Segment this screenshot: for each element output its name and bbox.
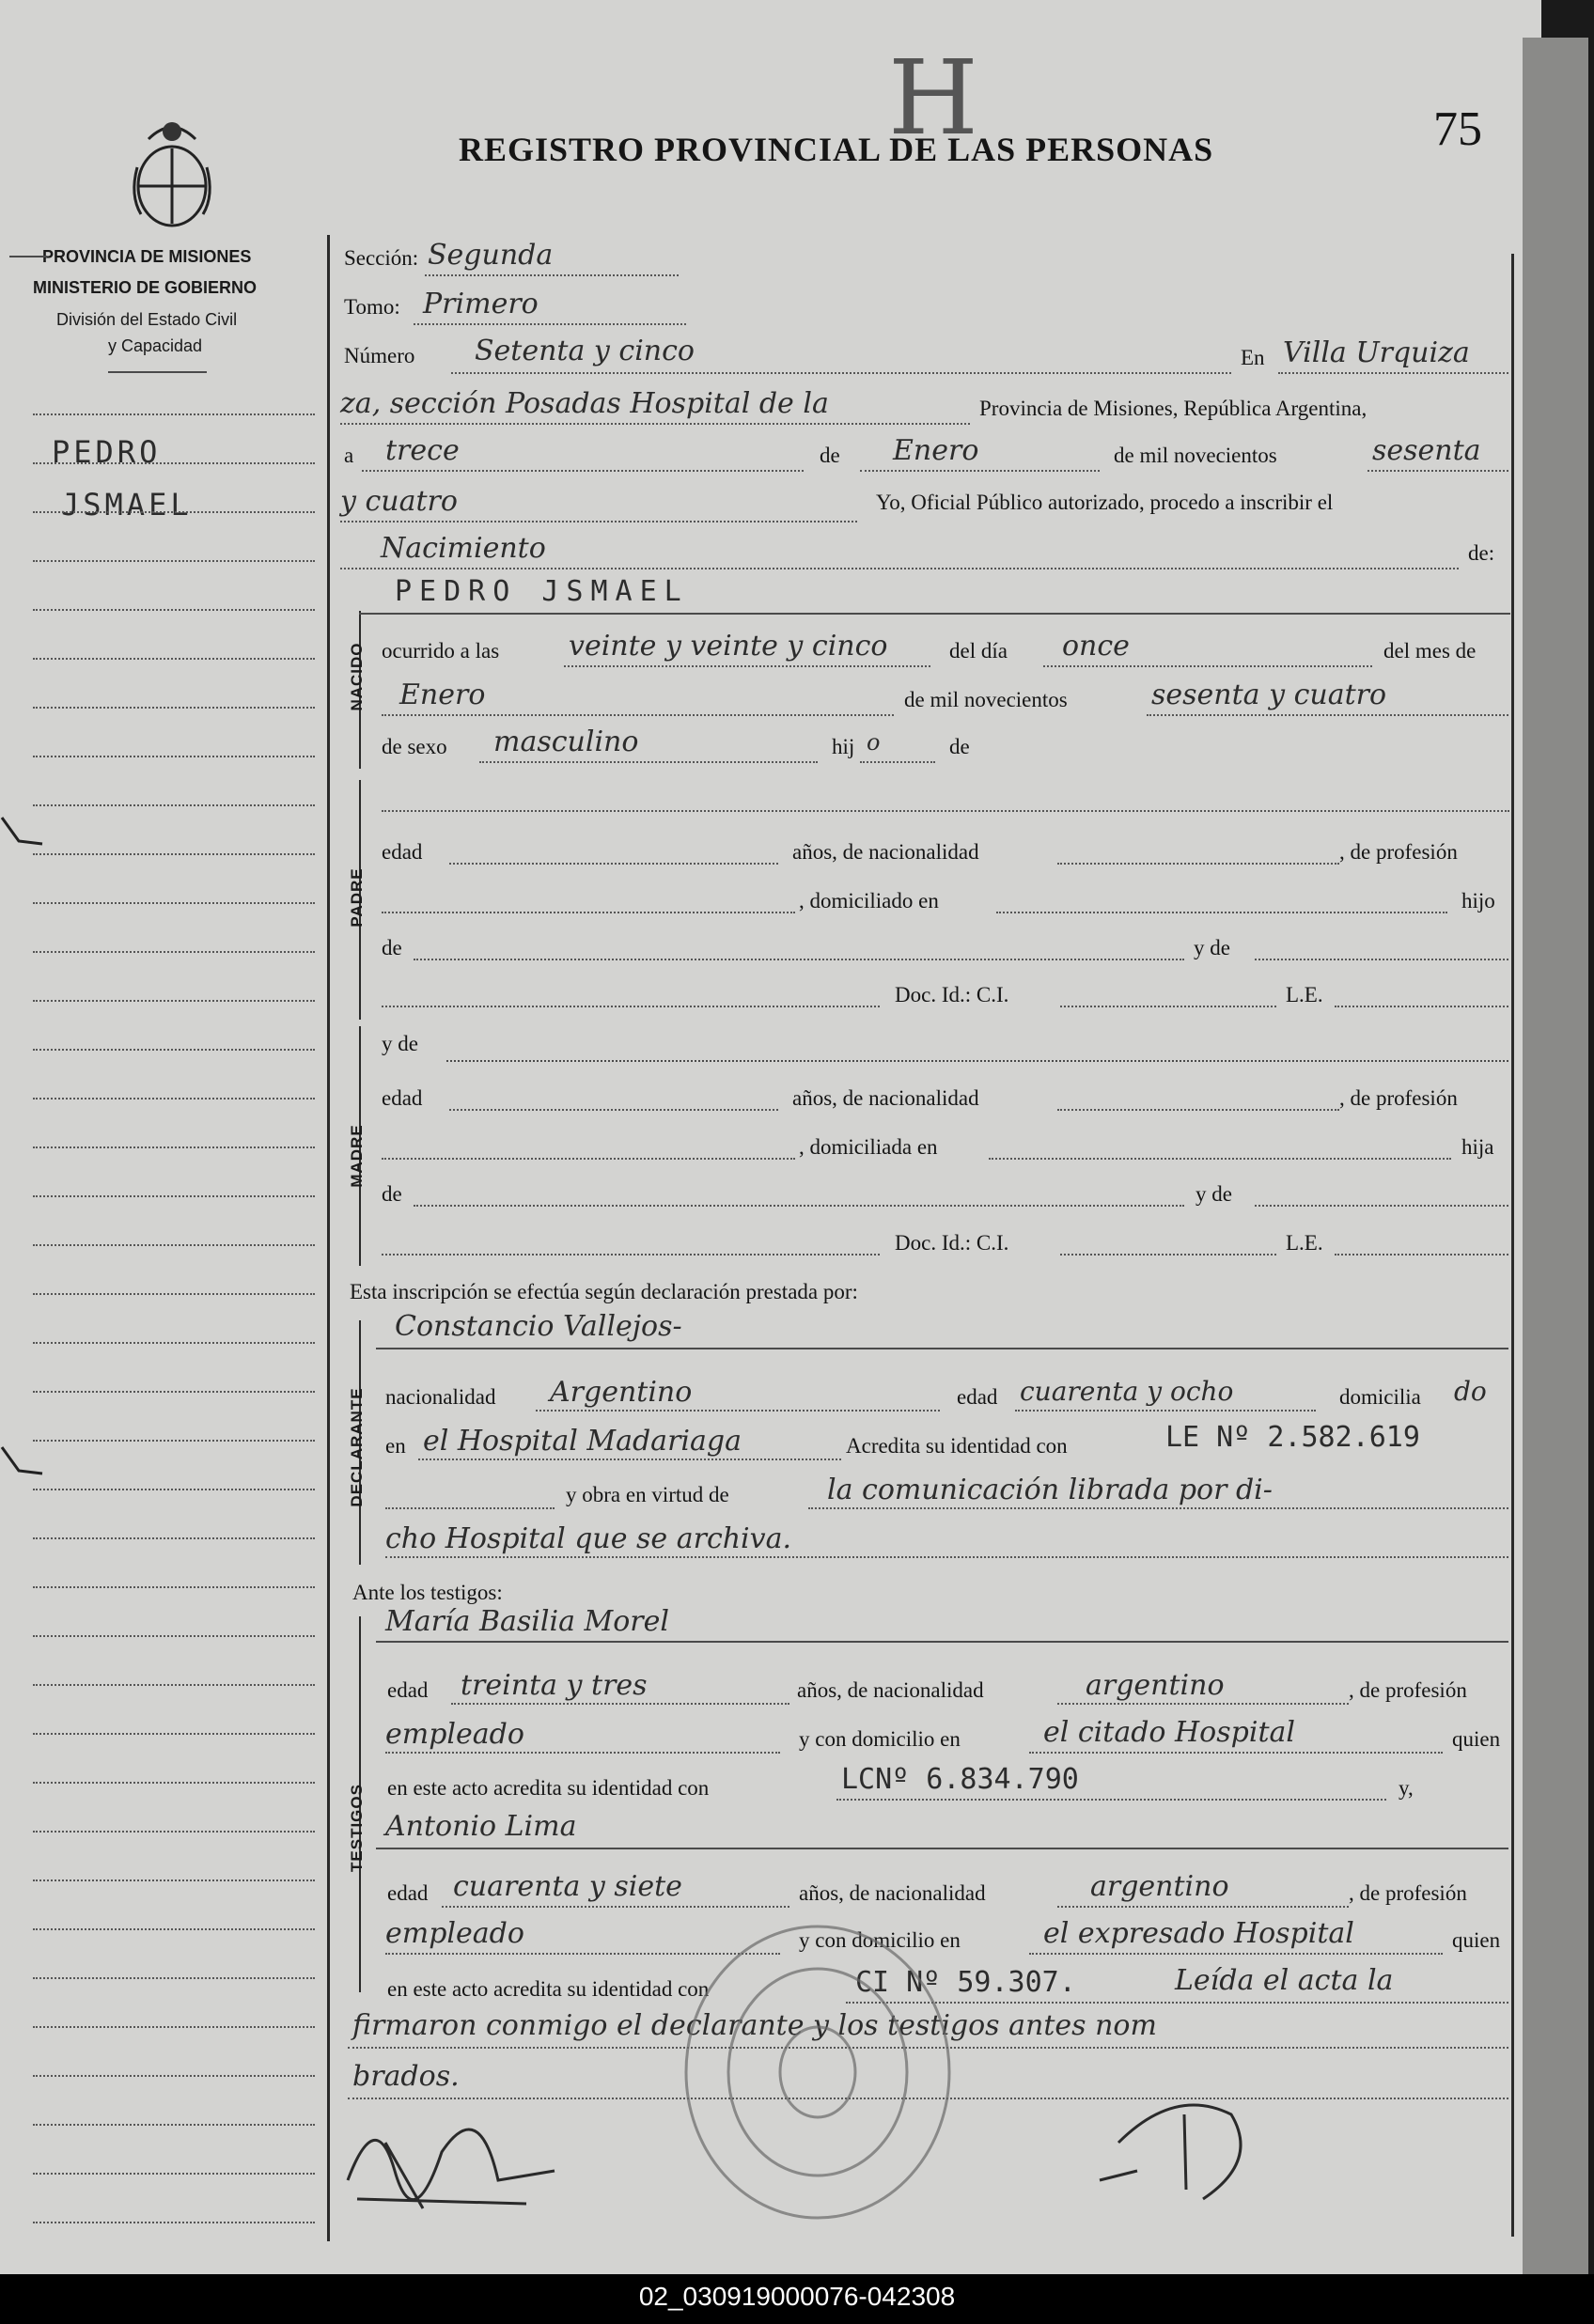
sidebar-ruled-line	[33, 1342, 315, 1344]
sidebar-ruled-line	[33, 413, 315, 415]
sidebar-ruled-line	[33, 1831, 315, 1833]
value-mes: Enero	[893, 434, 979, 467]
page-edge	[1523, 38, 1588, 2274]
sidebar-ruled-line	[33, 2173, 315, 2175]
sidebar-ruled-line	[33, 511, 315, 513]
sidebar-ruled-line	[33, 2075, 315, 2077]
section-madre: MADRE	[348, 1124, 366, 1188]
sidebar-ruled-line	[33, 1000, 315, 1002]
sidebar-ruled-line	[33, 804, 315, 806]
section-testigos: TESTIGOS	[348, 1784, 366, 1872]
value-t1-domicilio: el citado Hospital	[1043, 1716, 1295, 1749]
value-t1-nacionalidad: argentino	[1086, 1669, 1225, 1702]
value-t1-edad: treinta y tres	[461, 1669, 648, 1702]
sidebar-ruled-line	[33, 1098, 315, 1100]
value-decl-edad: cuarenta y ocho	[1020, 1376, 1234, 1407]
sidebar-ruled-line	[33, 1195, 315, 1197]
sidebar-ruled-line	[33, 707, 315, 709]
section-padre: PADRE	[348, 867, 366, 928]
value-anio-nac: sesenta y cuatro	[1151, 678, 1387, 711]
value-tipo: Nacimiento	[381, 532, 546, 565]
value-t2-leida: Leída el acta la	[1175, 1964, 1394, 1997]
value-testigo-2: Antonio Lima	[385, 1810, 577, 1843]
sidebar-ruled-line	[33, 1684, 315, 1686]
sidebar-ruled-line	[33, 1635, 315, 1637]
footer-id: 02_030919000076-042308	[638, 2282, 956, 2311]
value-t1-doc: LCNº 6.834.790	[841, 1763, 1079, 1796]
value-cierre-2: brados.	[352, 2060, 460, 2093]
value-decl-obra-2: cho Hospital que se archiva.	[385, 1522, 792, 1555]
value-decl-doc: LE Nº 2.582.619	[1165, 1421, 1420, 1454]
sidebar-name-2: JSMAEL	[61, 487, 193, 523]
value-nombre: PEDRO JSMAEL	[395, 575, 689, 608]
value-anio: sesenta	[1372, 434, 1481, 467]
handwritten-mark: H	[888, 38, 978, 158]
sidebar-division-2: y Capacidad	[108, 336, 203, 355]
sidebar-ruled-line	[33, 951, 315, 953]
official-seal-icon	[677, 1917, 959, 2227]
page-number: 75	[1433, 102, 1482, 156]
sidebar-ruled-line	[33, 1733, 315, 1735]
sidebar-ruled-line	[33, 1146, 315, 1148]
value-cierre: firmaron conmigo el declarante y los testigos antes nom	[352, 2009, 1157, 2042]
sidebar-ruled-line	[33, 609, 315, 611]
value-lugar-2: za, sección Posadas Hospital de la	[340, 387, 829, 420]
value-t2-domicilio: el expresado Hospital	[1043, 1917, 1354, 1950]
value-sexo: masculino	[493, 725, 639, 758]
value-numero: Setenta y cinco	[475, 335, 695, 367]
section-declarante: DECLARANTE	[348, 1387, 366, 1507]
value-t2-nacionalidad: argentino	[1090, 1870, 1229, 1903]
sidebar-ruled-line	[33, 1977, 315, 1979]
sidebar-ruled-line	[33, 2124, 315, 2126]
sidebar-ruled-line	[33, 1586, 315, 1588]
sidebar-ruled-line	[33, 462, 315, 464]
value-tomo: Primero	[423, 288, 539, 320]
value-t2-edad: cuarenta y siete	[453, 1870, 682, 1903]
signature-oficial-icon	[1081, 2077, 1269, 2218]
value-anio-2: y cuatro	[340, 485, 458, 518]
signature-declarante-icon	[338, 2067, 564, 2218]
value-t2-profesion: empleado	[385, 1917, 524, 1950]
margin-mark-icon	[0, 808, 47, 883]
value-mes-nac: Enero	[399, 678, 486, 711]
sidebar-ruled-line	[33, 1244, 315, 1246]
sidebar-ruled-line	[33, 1391, 315, 1393]
sidebar-province: PROVINCIA DE MISIONES	[42, 247, 252, 266]
sidebar-ruled-line	[33, 1782, 315, 1784]
sidebar-ruled-line	[33, 1440, 315, 1442]
value-lugar: Villa Urquiza	[1283, 336, 1470, 369]
margin-mark-icon	[0, 1438, 47, 1513]
value-declarante: Constancio Vallejos-	[395, 1310, 682, 1343]
sidebar-ruled-line	[33, 560, 315, 562]
value-decl-domicilio: el Hospital Madariaga	[423, 1425, 742, 1458]
value-dia-nac: once	[1062, 630, 1130, 663]
inscripcion-text: Esta inscripción se efectúa según declaración prestada por:	[350, 1280, 858, 1303]
sidebar-ruled-line	[33, 853, 315, 855]
sidebar-division: División del Estado Civil	[56, 310, 238, 329]
testigos-text: Ante los testigos:	[352, 1581, 503, 1604]
sidebar-ministry: MINISTERIO DE GOBIERNO	[33, 278, 258, 297]
sidebar-ruled-line	[33, 1489, 315, 1490]
sidebar-ruled-line	[33, 2222, 315, 2223]
sidebar-name-1: PEDRO	[52, 434, 162, 470]
value-hora: veinte y veinte y cinco	[569, 630, 888, 663]
value-t2-doc: CI Nº 59.307.	[855, 1966, 1076, 1999]
value-dia: trece	[385, 434, 460, 467]
page-title: REGISTRO PROVINCIAL DE LAS PERSONAS	[459, 131, 1214, 168]
sidebar-ruled-line	[33, 2026, 315, 2028]
sidebar-ruled-line	[33, 1879, 315, 1881]
value-testigo-1: María Basilia Morel	[385, 1605, 669, 1638]
sidebar-ruled-line	[33, 1928, 315, 1930]
sidebar-ruled-line	[33, 658, 315, 660]
coat-of-arms-icon	[120, 111, 224, 242]
section-nacido: NACIDO	[348, 642, 366, 711]
sidebar-ruled-line	[33, 756, 315, 757]
value-seccion: Segunda	[428, 239, 554, 272]
sidebar-ruled-line	[33, 1049, 315, 1051]
value-t1-profesion: empleado	[385, 1718, 524, 1751]
sidebar-ruled-line	[33, 1293, 315, 1295]
value-decl-obra: la comunicación librada por di-	[827, 1474, 1273, 1506]
value-decl-nacionalidad: Argentino	[550, 1376, 693, 1409]
sidebar-ruled-line	[33, 902, 315, 904]
sidebar-ruled-line	[33, 1537, 315, 1539]
